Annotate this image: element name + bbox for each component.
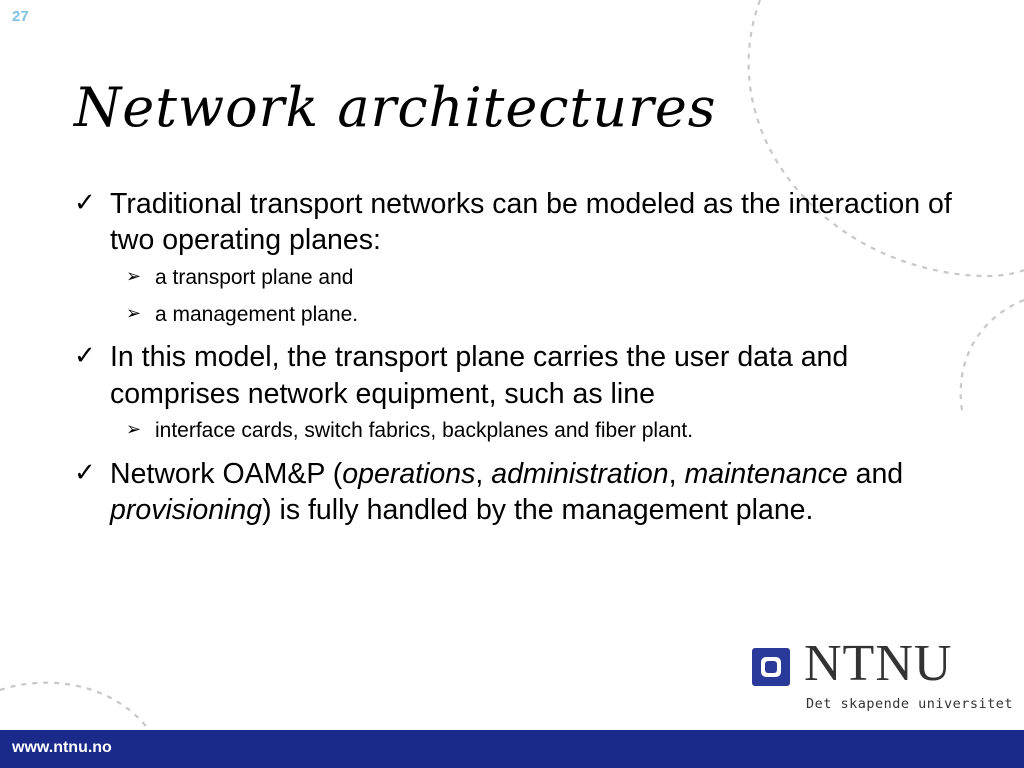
- sub-bullet-item: [74, 302, 954, 328]
- logo-wordmark: NTNU: [804, 635, 953, 692]
- sub-bullet-text: a transport plane and: [155, 265, 354, 289]
- slide-title: Network architectures: [74, 76, 717, 139]
- ntnu-logo-mark-icon: [752, 648, 790, 686]
- logo-tagline: Det skapende universitet: [806, 696, 1014, 712]
- ntnu-logo: [752, 635, 1014, 716]
- arrowhead-bullet-icon: ➢: [126, 303, 142, 324]
- sub-bullet-item: [74, 265, 954, 291]
- footer-bar: [0, 730, 1024, 768]
- italic-term-provisioning: provisioning: [110, 494, 263, 527]
- bullet-list: [74, 186, 954, 535]
- bullet-text-part: and: [847, 457, 904, 490]
- bullet-text-part: ,: [668, 457, 685, 490]
- italic-term-operations: operations: [342, 457, 476, 490]
- checkmark-icon: ✓: [74, 187, 96, 217]
- italic-term-maintenance: maintenance: [684, 457, 848, 490]
- arrowhead-bullet-icon: ➢: [126, 265, 142, 286]
- italic-term-administration: administration: [491, 457, 669, 490]
- sub-bullet-item: [74, 418, 954, 444]
- bullet-text: [110, 458, 903, 526]
- slide-number: 27: [12, 8, 29, 25]
- sub-bullet-text: interface cards, switch fabrics, backplanes and fiber plant.: [155, 419, 694, 443]
- bullet-text-part: ,: [475, 457, 492, 490]
- bullet-item: [74, 339, 954, 412]
- bullet-item: [74, 186, 954, 259]
- bullet-text: In this model, the transport plane carries the user data and comprises network equipment, such as line: [110, 341, 849, 410]
- checkmark-icon: ✓: [74, 456, 96, 487]
- sub-bullet-text: a management plane.: [155, 303, 359, 327]
- bullet-text: Traditional transport networks can be modeled as the interaction of two operating planes:: [110, 188, 952, 257]
- checkmark-icon: ✓: [74, 340, 96, 371]
- arc-mid-right: [961, 300, 1024, 410]
- bullet-item: [74, 456, 954, 529]
- bullet-text-part: ) is fully handled by the management plane.: [262, 494, 814, 527]
- footer-url: www.ntnu.no: [12, 739, 112, 756]
- arrowhead-bullet-icon: ➢: [126, 419, 142, 440]
- bullet-text-part: Network OAM&P (: [110, 457, 343, 490]
